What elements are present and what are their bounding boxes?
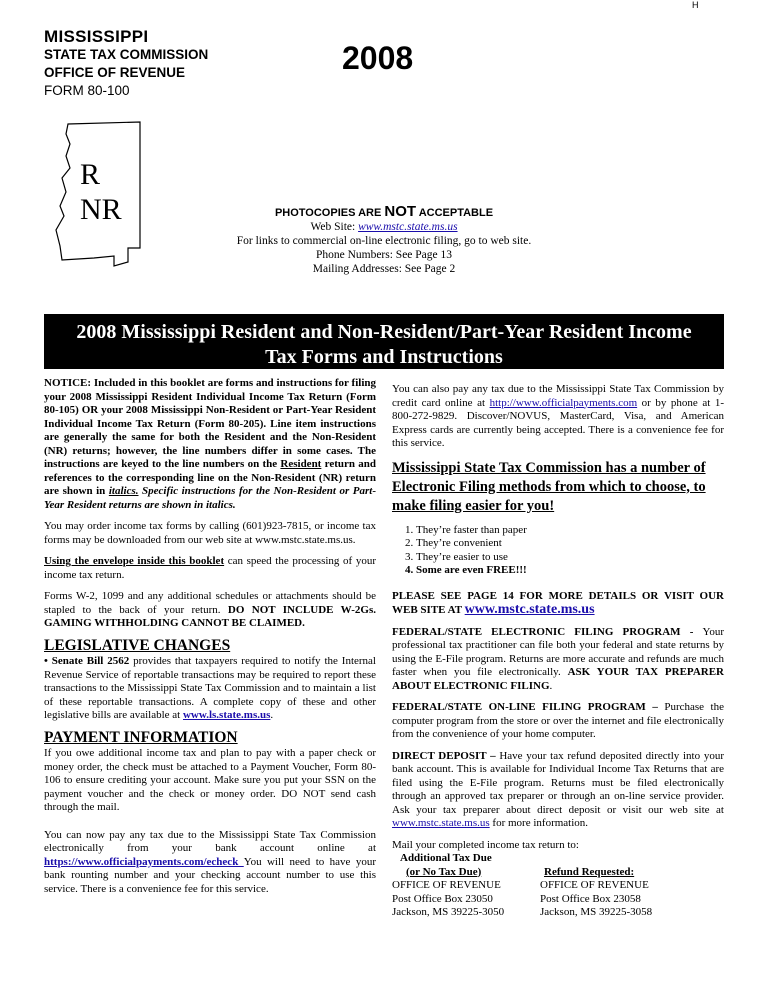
state-name: MISSISSIPPI bbox=[44, 27, 149, 46]
efile-heading: Mississippi State Tax Commission has a number of Electronic Filing methods from which to choose, to make filing easier for you! bbox=[392, 459, 706, 514]
page-corner-mark: H bbox=[692, 0, 699, 10]
nonresident-label: NR bbox=[80, 193, 122, 226]
order-forms-text: You may order income tax forms by calling (601)923-7815, or income tax forms may be downloaded from our web site at www.mstc.state.ms.us. bbox=[44, 520, 376, 546]
photocopy-warning: PHOTOCOPIES ARE NOT ACCEPTABLE bbox=[274, 203, 494, 220]
direct-deposit-text: DIRECT DEPOSIT – Have your tax refund deposited directly into your bank account. This is available for Individual Income Tax Returns that are filed using the E-File program. Returns must be filed electronically through an approved tax preparer or through an on-line service provider. Ask your tax preparer about direct deposit or visit our web site at www.mstc.state.ms.us for more information. bbox=[392, 749, 724, 829]
booklet-notice: NOTICE: Included in this booklet are forms and instructions for filing your 2008 Mississippi Resident Individual Income Tax Return (Form 80-105) OR your 2008 Mississippi Non-Resident or Part-Year Resident Individual Income Tax Return (Form 80-205). Line item instructions are generally the same for both the Resident and the Non-Resident (NR) returns; however, the line numbers differ in some cases. The instructions are keyed to the line numbers on the Resident return and references to the corresponding line on the Non-Resident (NR) return are shown in italics. Specific instructions for the Non-Resident or Part-Year Resident returns are shown in italics. bbox=[44, 377, 376, 511]
efile-links-line: For links to commercial on-line electronic filing, go to web site. bbox=[236, 235, 532, 247]
phone-line: Phone Numbers: See Page 13 bbox=[315, 249, 453, 261]
echeck-link[interactable]: https://www.officialpayments.com/echeck bbox=[44, 855, 244, 868]
echeck-text: You can now pay any tax due to the Mississippi State Tax Commission electronically from your bank account online at https://www.officialpayments.com/echeck You will need to have your bank rounting number and your checking account number to use this service. There is a convenience fee for this service. bbox=[44, 828, 376, 895]
list-item: 3. They’re easier to use bbox=[416, 551, 724, 565]
list-item: 4. Some are even FREE!!! bbox=[416, 564, 724, 578]
tax-year: 2008 bbox=[342, 40, 414, 76]
website-line: Web Site: www.mstc.state.ms.us bbox=[310, 221, 458, 233]
form-number: FORM 80-100 bbox=[44, 83, 130, 98]
legislative-heading: LEGISLATIVE CHANGES bbox=[44, 636, 231, 654]
office-name: OFFICE OF REVENUE bbox=[44, 65, 186, 80]
website-link[interactable]: www.mstc.state.ms.us bbox=[464, 602, 595, 617]
left-column bbox=[44, 377, 376, 904]
payment-heading: PAYMENT INFORMATION bbox=[44, 728, 238, 746]
see-page-text: PLEASE SEE PAGE 14 FOR MORE DETAILS OR VISIT OUR WEB SITE AT www.mstc.state.ms.us bbox=[392, 589, 724, 617]
federal-efile-text: FEDERAL/STATE ELECTRONIC FILING PROGRAM - Your professional tax practitioner can file both your federal and state returns by using the E-File program. Returns are more accurate and refunds are much faster when you file electronically. ASK YOUR TAX PREPARER ABOUT ELECTRONIC FILING. bbox=[392, 625, 724, 692]
credit-card-text: You can also pay any tax due to the Mississippi State Tax Commission by credit card online at http://www.officialpayments.com or by phone at 1-800-272-9829. Discover/NOVUS, MasterCard, Visa, and American Express cards are currently being accepted. There is a convenience fee for this service. bbox=[392, 383, 724, 449]
payment-text: If you owe additional income tax and plan to pay with a paper check or money order, the check must be attached to a Payment Voucher, Form 80-106 to ensure crediting your account. Make sure you put your SSN on the payment voucher and the check or money order. DO NOT send cash through the mail. bbox=[44, 747, 376, 813]
online-filing-text: FEDERAL/STATE ON-LINE FILING PROGRAM – Purchase the computer program from the store or over the internet and file electronically from the convenience of your home computer. bbox=[392, 701, 724, 740]
list-item: 2. They’re convenient bbox=[416, 537, 724, 551]
address-tax-due: Additional Tax Due (or No Tax Due) OFFICE OF REVENUE Post Office Box 23050 Jackson, MS 39225-3050 bbox=[392, 852, 505, 918]
mail-intro: Mail your completed income tax return to: bbox=[392, 838, 579, 851]
senate-bill-text: • Senate Bill 2562 provides that taxpayers required to notify the Internal Revenue Service of reportable transactions may be required to report these transactions to the Mississippi State Tax Commission and to maintain a list of these reportable transactions. A complete copy of these and other legislative bills are available at www.ls.state.ms.us. bbox=[44, 655, 376, 721]
document-title: 2008 Mississippi Resident and Non-Resident/Part-Year Resident Income Tax Forms and Instructions bbox=[44, 314, 724, 369]
website-link[interactable]: www.mstc.state.ms.us bbox=[392, 817, 490, 829]
address-refund: Refund Requested: OFFICE OF REVENUE Post Office Box 23058 Jackson, MS 39225-3058 bbox=[540, 865, 653, 918]
mailing-addresses bbox=[392, 852, 724, 920]
officialpayments-link[interactable]: http://www.officialpayments.com bbox=[489, 396, 638, 409]
website-link[interactable]: www.mstc.state.ms.us bbox=[358, 221, 458, 233]
header-notices bbox=[200, 205, 568, 276]
resident-label: R bbox=[80, 158, 101, 191]
commission-name: STATE TAX COMMISSION bbox=[44, 47, 209, 62]
legislature-link[interactable]: www.ls.state.ms.us bbox=[182, 709, 271, 721]
efile-reasons-list bbox=[392, 524, 724, 578]
attachments-text: Forms W-2, 1099 and any additional schedules or attachments should be stapled to the back of your return. DO NOT INCLUDE W-2Gs. GAMING WITHHOLDING CANNOT BE CLAIMED. bbox=[44, 590, 377, 629]
mailing-line: Mailing Addresses: See Page 2 bbox=[312, 263, 456, 275]
right-column bbox=[392, 383, 724, 920]
list-item: 1. They’re faster than paper bbox=[416, 524, 724, 538]
envelope-text: Using the envelope inside this booklet can speed the processing of your income tax return. bbox=[44, 555, 376, 581]
